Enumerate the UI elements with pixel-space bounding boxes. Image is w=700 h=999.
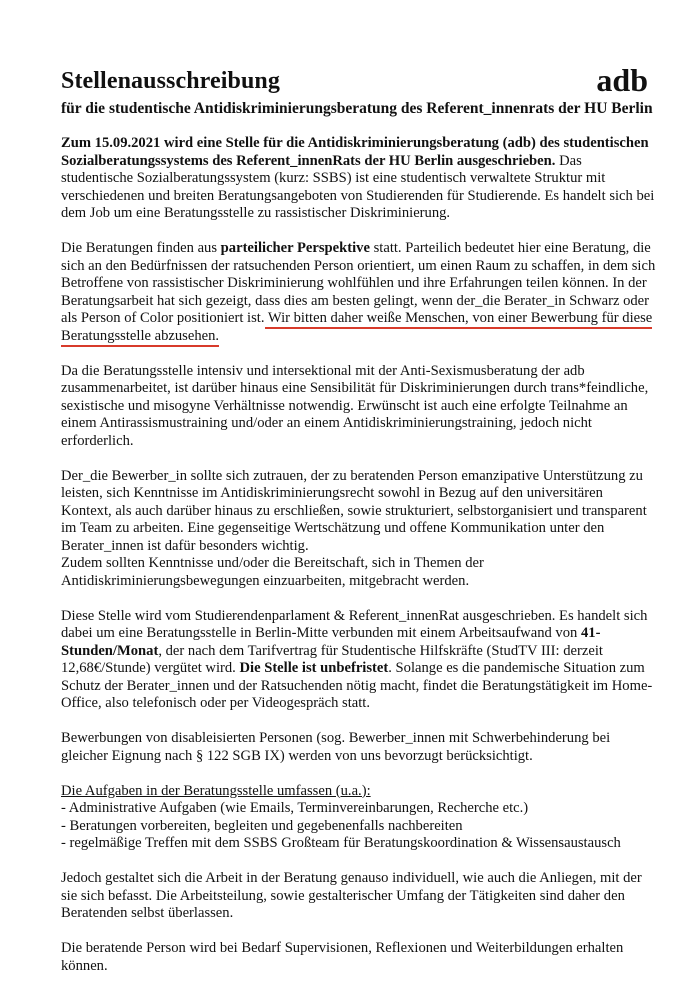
- applicant-text-b: Zudem sollten Kenntnisse und/oder die Bereitschaft, sich in Themen der Antidiskriminierungsbewegungen einzuarbeiten, mitgebracht werden.: [61, 555, 484, 589]
- document-body: [61, 135, 657, 993]
- tasks-heading: Die Aufgaben in der Beratungsstelle umfassen (u.a.):: [61, 782, 371, 799]
- document-subtitle: für die studentische Antidiskriminierungsberatung des Referent_innenrats der HU Berlin: [61, 100, 653, 117]
- conditions-text-e: . Solange es die pandemische Situation zum Schutz der Berater_innen und der Ratsuchenden nötig macht, findet die Beratungstätigkeit im Home-Office, also telefonisch oder per Videogespräch statt.: [61, 660, 653, 711]
- highlighted-sentence: Wir bitten daher weiße Menschen, von einer Bewerbung für diese Beratungsstelle abzusehen.: [61, 310, 652, 347]
- document-title: Stellenausschreibung: [61, 68, 280, 94]
- paragraph-applicant: [61, 468, 657, 591]
- paragraph-intersectional: Da die Beratungsstelle intensiv und intersektional mit der Anti-Sexismusberatung der adb zusammenarbeitet, ist darüber hinaus eine Sensibilität für Diskriminierungen durch trans*feindliche, sexistische und misogyne Verhältnisse notwendig. Erwünscht ist auch eine erfolgte Teilnahme an einem Antirassismustraining und/oder an einem Antidiskriminierungstraining, jedoch nicht erforderlich.: [61, 362, 649, 449]
- list-item: - regelmäßige Treffen mit dem SSBS Großteam für Beratungskoordination & Wissensaustausch: [61, 835, 621, 851]
- conditions-text-a: Diese Stelle wird vom Studierendenparlament & Referent_innenRat ausgeschrieben. Es handelt sich dabei um eine Beratungsstelle in Berlin-Mitte verbunden mit einem Arbeitsaufwand von: [61, 607, 648, 641]
- paragraph-individual: Jedoch gestaltet sich die Arbeit in der Beratung genauso individuell, wie auch die Anliegen, mit der sie sich befasst. Die Arbeitsteilung, sowie gestalterischer Umfang der Tätigkeiten sind daher den Beratenden selbst überlassen.: [61, 870, 642, 921]
- intro-lead: Zum 15.09.2021 wird eine Stelle für die Antidiskriminierungsberatung (adb) des studentischen Sozialberatungssystems des Referent_innenRats der HU Berlin ausgeschrieben.: [61, 135, 649, 169]
- applicant-text-a: Der_die Bewerber_in sollte sich zutrauen, der zu beratenden Person emanzipative Unterstützung zu leisten, sich Kenntnisse im Antidiskriminierungsrecht sowohl in Bezug auf den universitären Kontext, als auch darüber hinaus zu erschließen, sowie strukturiert, selbstorganisiert und transparent im Team zu arbeiten. Eine gegenseitige Wertschätzung und offene Kommunikation unter den Berater_innen ist dafür besonders wichtig.: [61, 467, 647, 554]
- list-item: - Administrative Aufgaben (wie Emails, Terminvereinbarungen, Recherche etc.): [61, 800, 529, 816]
- perspective-text-a: Die Beratungen finden aus: [61, 240, 221, 256]
- conditions-permanent: Die Stelle ist unbefristet: [239, 660, 389, 676]
- conditions-text-c: , der nach dem Tarifvertrag für Studentische Hilfskräfte (StudTV III: derzeit 12,68€/Stunde) vergütet wird.: [61, 642, 603, 676]
- adb-logo: adb: [596, 62, 648, 98]
- paragraph-disability: Bewerbungen von disableisierten Personen (sog. Bewerber_innen mit Schwerbehinderung bei gleicher Eignung nach § 122 SGB IX) werden von uns bevorzugt berücksichtigt.: [61, 730, 611, 764]
- perspective-bold: parteilicher Perspektive: [220, 240, 370, 256]
- tasks-list: [61, 800, 657, 853]
- paragraph-intro: [61, 135, 657, 223]
- paragraph-perspective: [61, 240, 657, 345]
- perspective-text-c: statt. Parteilich bedeutet hier eine Beratung, die sich an den Bedürfnissen der ratsuchenden Person orientiert, um einen Raum zu schaffen, in dem sich Betroffene von rassistischer Diskriminierung wohlfühlen und ihre Erfahrungen teilen können. In der Beratungsarbeit hat sich gezeigt, dass dies am besten gelingt, wenn der_die Berater_in Schwarz oder als Person of Color positioniert ist.: [61, 240, 656, 326]
- paragraph-conditions: [61, 608, 657, 713]
- intro-rest: Das studentische Sozialberatungssystem (kurz: SSBS) ist eine studentisch verwaltete Struktur mit verschiedenen und breiten Beratungsangeboten von Studierenden für Studierende. Es handelt sich bei dem Job um eine Beratungsstelle zu rassistischer Diskriminierung.: [61, 152, 655, 221]
- list-item: - Beratungen vorbereiten, begleiten und gegebenenfalls nachbereiten: [61, 817, 463, 834]
- conditions-hours: 41-Stunden/Monat: [61, 625, 601, 659]
- paragraph-supervision: Die beratende Person wird bei Bedarf Supervisionen, Reflexionen und Weiterbildungen erhalten können.: [61, 940, 624, 974]
- tasks-section: [61, 783, 657, 853]
